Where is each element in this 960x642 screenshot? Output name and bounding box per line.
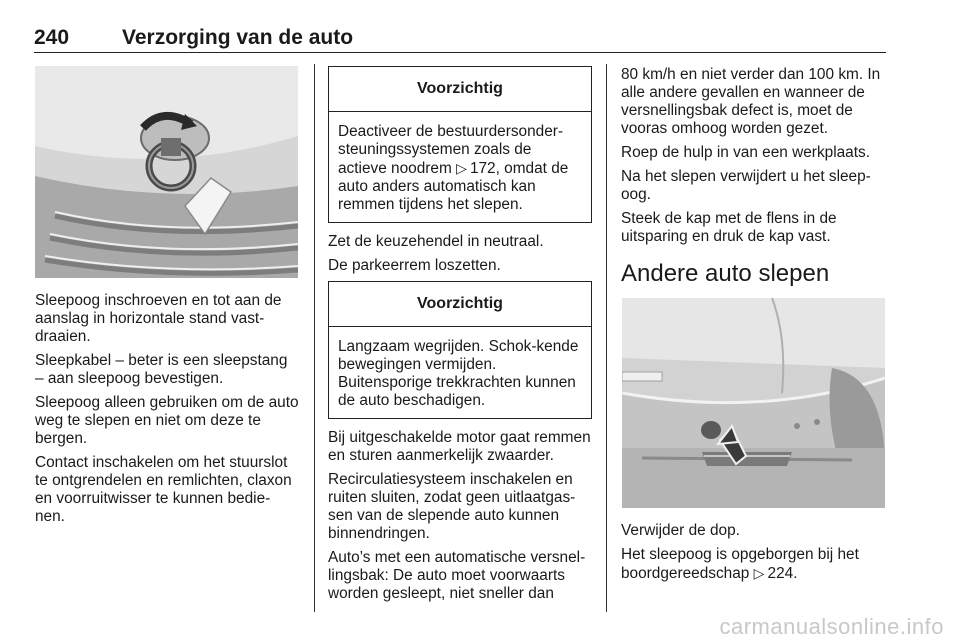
caution-text: Langzaam wegrijden. Schok-kende bewegingen vermijden. Buitensporige trekkrachten kunnen de auto beschadigen. [338,338,579,409]
watermark: carmanualsonline.info [719,614,944,639]
paragraph: Verwijder de dop. [621,522,740,539]
header-divider [34,52,886,53]
paragraph: Roep de hulp in van een werkplaats. [621,144,870,161]
caution-text-part: , omdat de auto anders automatisch kan remmen tijdens het slepen. [338,160,569,213]
paragraph-part: Het sleepoog is opgeborgen bij het boordgereedschap [621,546,859,582]
paragraph: Sleepkabel – beter is een sleepstang – aan sleepoog bevestigen. [35,352,288,387]
paragraph: Sleepoog alleen gebruiken om de auto weg te slepen en niet om deze te bergen. [35,394,299,447]
paragraph: Sleepoog inschroeven en tot aan de aanslag in horizontale stand vast-draaien. [35,292,282,345]
caution-box [328,66,592,223]
column-2 [328,66,592,609]
right-arrowhead-icon: ▷ [456,160,467,176]
paragraph [621,546,887,583]
page-reference: 172 [469,160,496,177]
tow-eye-front-illustration [35,66,298,278]
paragraph: De parkeerrem loszetten. [328,257,501,274]
column-3-bottom [621,522,887,589]
caution-text [329,112,591,222]
page-number: 240 [34,26,70,49]
paragraph: Zet de keuzehendel in neutraal. [328,233,544,250]
caution-heading: Voorzichtig [329,282,591,327]
paragraph: Na het slepen verwijdert u het sleep-oog. [621,168,871,203]
page-title: Verzorging van de auto [122,26,354,49]
paragraph: 80 km/h en niet verder dan 100 km. In alle andere gevallen en wanneer de versnellingsbak defect is, moet de vooras omhoog worden gezet. [621,66,881,137]
page-reference: 224 [767,565,794,582]
column-divider-left [314,64,315,612]
rear-tow-eye-illustration [622,298,885,508]
column-3 [621,66,887,302]
section-heading: Andere auto slepen [621,260,830,287]
page-header [34,26,886,52]
paragraph: Bij uitgeschakelde motor gaat remmen en sturen aanmerkelijk zwaarder. [328,429,591,464]
paragraph: Contact inschakelen om het stuurslot te ontgrendelen en remlichten, claxon en voorruitwisser te kunnen bedie-nen. [35,454,292,525]
paragraph: Steek de kap met de flens in de uitsparing en druk de kap vast. [621,210,837,245]
paragraph: Auto’s met een automatische versnel-lingsbak: De auto moet voorwaarts worden gesleept, niet sneller dan [328,549,586,602]
paragraph-part: . [793,565,798,582]
caution-text-part: Deactiveer de bestuurdersonder-steuningssystemen zoals de actieve noodrem [338,123,563,177]
column-1 [35,292,299,532]
caution-heading: Voorzichtig [329,67,591,112]
paragraph: Recirculatiesysteem inschakelen en ruiten sluiten, zodat geen uitlaatgas-sen van de slepende auto kunnen binnendringen. [328,471,576,542]
right-arrowhead-icon: ▷ [753,565,765,581]
column-divider-right [606,64,607,612]
caution-box [328,281,592,419]
